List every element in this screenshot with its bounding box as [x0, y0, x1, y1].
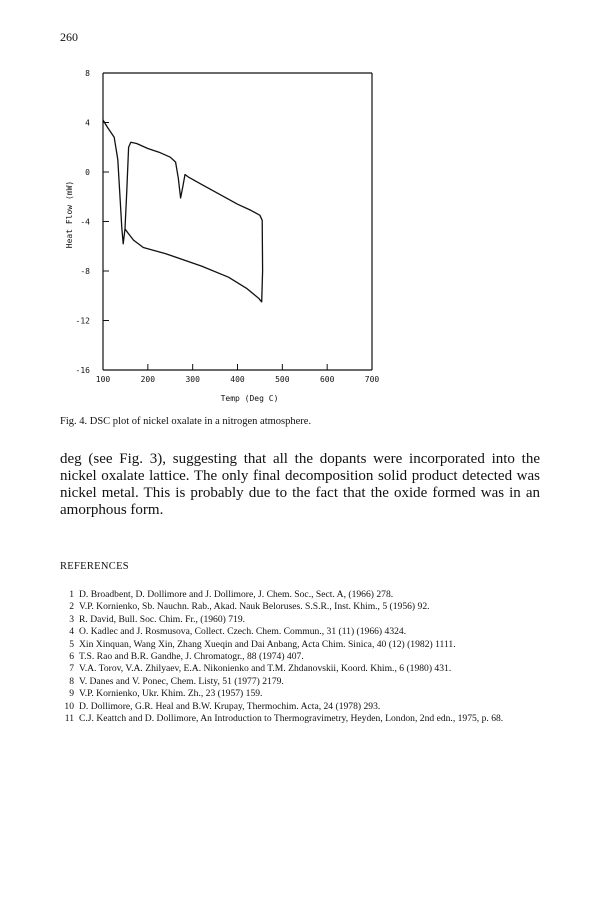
x-tick-label: 100	[95, 375, 111, 384]
reference-item	[60, 663, 540, 675]
y-tick-label: -12	[75, 316, 90, 326]
y-tick-label: -8	[80, 267, 90, 276]
reference-text: V. Danes and V. Ponec, Chem. Listy, 51 (1977) 2179.	[79, 675, 284, 687]
reference-number: 8	[69, 675, 74, 687]
reference-item	[60, 676, 540, 688]
reference-text: O. Kadlec and J. Rosmusova, Collect. Czech. Chem. Commun., 31 (11) (1966) 4324.	[79, 626, 407, 638]
x-axis-label: Temp (Deg C)	[220, 394, 279, 403]
body-paragraph: deg (see Fig. 3), suggesting that all the dopants were incorporated into the nickel oxalate lattice. The only final decomposition solid product detected was nickel metal. This is probably due to the fact that the oxide formed was in an amorphous form.	[60, 451, 540, 518]
y-axis-label: Heat Flow (mW)	[65, 180, 74, 249]
reference-number: 9	[69, 688, 74, 700]
reference-number: 11	[64, 713, 74, 725]
reference-text: V.P. Kornienko, Ukr. Khim. Zh., 23 (1957) 159.	[79, 688, 263, 700]
reference-item	[60, 639, 540, 651]
reference-number: 2	[69, 601, 74, 613]
reference-text: D. Broadbent, D. Dollimore and J. Dollimore, J. Chem. Soc., Sect. A, (1966) 278.	[79, 589, 394, 600]
chart-axes	[103, 73, 372, 370]
reference-number: 5	[69, 638, 74, 650]
reference-text: R. David, Bull. Soc. Chim. Fr., (1960) 719.	[79, 613, 246, 625]
reference-number: 6	[69, 651, 74, 663]
reference-number: 10	[64, 700, 74, 712]
reference-text: D. Dollimore, G.R. Heal and B.W. Krupay, Thermochim. Acta, 24 (1978) 293.	[79, 700, 381, 712]
reference-text: T.S. Rao and B.R. Gandhe, J. Chromatogr., 88 (1974) 407.	[79, 651, 304, 663]
reference-number: 7	[69, 663, 74, 675]
x-tick-label: 200	[140, 375, 156, 384]
reference-item	[60, 651, 540, 663]
x-tick-label: 300	[185, 375, 200, 384]
reference-item	[60, 701, 540, 713]
references-heading: REFERENCES	[60, 561, 129, 572]
figure-caption: Fig. 4. DSC plot of nickel oxalate in a nitrogen atmosphere.	[60, 416, 312, 427]
x-tick-label: 700	[364, 375, 380, 384]
dsc-curve	[103, 120, 263, 302]
reference-text: Xin Xinquan, Wang Xin, Zhang Xueqin and Dai Anbang, Acta Chim. Sinica, 40 (12) (1982) 1111.	[79, 638, 456, 650]
page-number: 260	[60, 30, 78, 44]
reference-number: 1	[69, 589, 74, 600]
references-list	[60, 589, 540, 725]
chart-series	[103, 120, 263, 302]
y-tick-label: 4	[85, 118, 90, 128]
reference-text: V.P. Kornienko, Sb. Nauchn. Rab., Akad. Nauk Beloruses. S.S.R., Inst. Khim., 5 (1956) 92.	[79, 601, 430, 613]
reference-number: 4	[69, 626, 74, 638]
x-tick-label: 600	[319, 375, 335, 384]
reference-number: 3	[69, 613, 74, 625]
reference-text: C.J. Keattch and D. Dollimore, An Introduction to Thermogravimetry, Heyden, London, 2nd edn., 1975, p. 68.	[79, 713, 504, 725]
reference-item	[60, 688, 540, 700]
y-tick-label: 0	[85, 168, 90, 177]
x-tick-label: 500	[275, 375, 290, 384]
reference-item	[60, 626, 540, 638]
y-tick-label: 8	[85, 69, 90, 78]
reference-text: V.A. Torov, V.A. Zhilyaev, E.A. Nikonienko and T.M. Zhdanovskii, Koord. Khim., 6 (1980) 431.	[79, 663, 452, 675]
reference-item	[60, 589, 540, 601]
reference-item	[60, 601, 540, 613]
reference-item	[60, 614, 540, 626]
reference-item	[60, 713, 540, 725]
dsc-chart	[0, 0, 596, 415]
y-tick-label: -4	[80, 217, 90, 227]
y-tick-label: -16	[75, 366, 90, 375]
x-tick-label: 400	[230, 375, 245, 384]
